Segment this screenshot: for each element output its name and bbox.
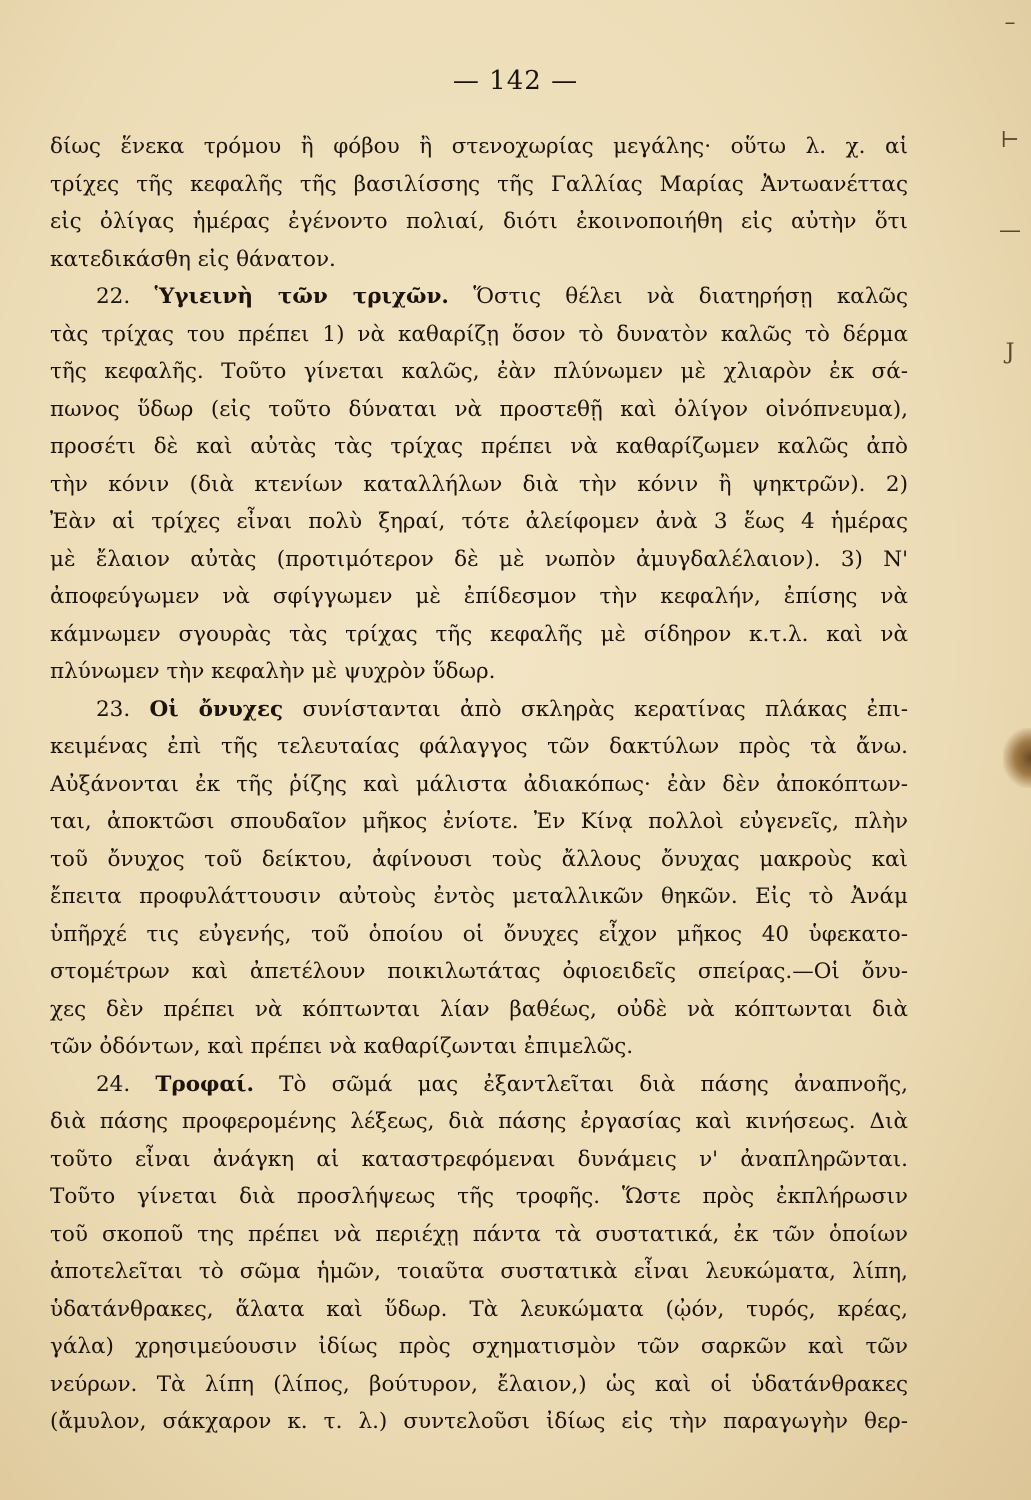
line-text: τοῦ σκοποῦ της πρέπει νὰ περιέχῃ πάντα τὰ συστατικά, ἐκ τῶν ὁποίων — [50, 1221, 908, 1247]
section-heading: Οἱ ὄνυχες — [149, 696, 284, 722]
line-text: κάμνωμεν σγουρὰς τὰς τρίχας τῆς κεφαλῆς μὲ σίδηρον κ.τ.λ. καὶ νὰ — [50, 621, 908, 647]
line-text: συνίστανται ἀπὸ σκληρὰς κερατίνας πλάκας ἐπι- — [302, 696, 908, 722]
line-text: τοῦτο εἶναι ἀνάγκη αἱ καταστρεφόμεναι δυνάμεις ν' ἀναπληρῶνται. — [50, 1146, 908, 1172]
line-text: τὰς τρίχας του πρέπει 1) νὰ καθαρίζῃ ὅσον τὸ δυνατὸν καλῶς τὸ δέρμα — [50, 321, 908, 347]
body-text — [50, 128, 908, 1441]
line-text: διὰ πάσης προφερομένης λέξεως, διὰ πάσης ἐργασίας καὶ κινήσεως. Διὰ — [50, 1109, 908, 1134]
margin-mark: ⊢ — [1000, 128, 1020, 153]
text-line — [50, 616, 908, 654]
text-line — [50, 1141, 908, 1179]
line-text: τὴν κόνιν (διὰ κτενίων καταλλήλων διὰ τὴν κόνιν ἢ ψηκτρῶν). 2) — [50, 471, 908, 497]
text-line — [50, 1253, 908, 1291]
section-line — [50, 691, 908, 729]
text-line — [50, 916, 908, 954]
margin-mark: – — [1004, 10, 1016, 35]
line-text: νεύρων. Τὰ λίπη (λίπος, βούτυρον, ἔλαιον,) ὡς καὶ οἱ ὑδατάνθρακες — [50, 1371, 908, 1397]
line-text: τρίχες τῆς κεφαλῆς τῆς βασιλίσσης τῆς Γαλλίας Μαρίας Ἀντωανέττας — [50, 171, 908, 197]
section-number: 22. — [96, 284, 131, 309]
text-line — [50, 466, 908, 504]
line-text: εἰς ὀλίγας ἡμέρας ἐγένοντο πολιαί, διότι ἐκοινοποιήθη εἰς αὐτὴν ὅτι — [50, 209, 908, 234]
text-line — [50, 353, 908, 391]
text-line — [50, 541, 908, 579]
text-line — [50, 428, 908, 466]
line-text: μὲ ἔλαιον αὐτὰς (προτιμότερον δὲ μὲ νωπὸν ἀμυγδαλέλαιον). 3) Ν' — [50, 546, 908, 572]
text-line — [50, 1028, 908, 1066]
line-text: κατεδικάσθη εἰς θάνατον. — [50, 246, 336, 272]
text-line — [50, 653, 908, 691]
line-text: δίως ἕνεκα τρόμου ἢ φόβου ἢ στενοχωρίας μεγάλης· οὕτω λ. χ. αἱ — [50, 134, 908, 159]
line-text: χες δὲν πρέπει νὰ κόπτωνται λίαν βαθέως, οὐδὲ νὰ κόπτωνται διὰ — [50, 996, 908, 1022]
text-line — [50, 803, 908, 841]
text-line — [50, 878, 908, 916]
page-stain — [1003, 728, 1031, 788]
text-line — [50, 166, 908, 204]
section-line — [50, 1066, 908, 1104]
text-line — [50, 841, 908, 879]
line-text: Ὅστις θέλει νὰ διατηρήσῃ καλῶς — [473, 284, 908, 309]
page-number: — 142 — — [452, 66, 579, 96]
text-line — [50, 578, 908, 616]
margin-mark: — — [999, 218, 1021, 243]
text-line — [50, 766, 908, 804]
line-text: (ἄμυλον, σάκχαρον κ. τ. λ.) συντελοῦσι ἰδίως εἰς τὴν παραγωγὴν θερ- — [50, 1409, 908, 1434]
line-text: τοῦ ὄνυχος τοῦ δείκτου, ἀφίνουσι τοὺς ἄλλους ὄνυχας μακροὺς καὶ — [50, 846, 908, 872]
text-line — [50, 1366, 908, 1404]
line-text: ὑπῆρχέ τις εὐγενής, τοῦ ὁποίου οἱ ὄνυχες εἶχον μῆκος 40 ὑφεκατο- — [50, 921, 908, 947]
line-text: κειμένας ἐπὶ τῆς τελευταίας φάλαγγος τῶν δακτύλων πρὸς τὰ ἄνω. — [50, 734, 908, 759]
text-line — [50, 316, 908, 354]
line-text: πωνος ὕδωρ (εἰς τοῦτο δύναται νὰ προστεθῇ καὶ ὀλίγον οἰνόπνευμα), — [50, 396, 908, 422]
line-text: τῶν ὀδόντων, καὶ πρέπει νὰ καθαρίζωνται ἐπιμελῶς. — [50, 1034, 634, 1059]
text-line — [50, 1403, 908, 1441]
line-text: ται, ἀποκτῶσι σπουδαῖον μῆκος ἐνίοτε. Ἐν Κίνᾳ πολλοὶ εὐγενεῖς, πλὴν — [50, 809, 908, 834]
line-text: ἔπειτα προφυλάττουσιν αὐτοὺς ἐντὸς μεταλλικῶν θηκῶν. Εἰς τὸ Ἀνάμ — [50, 884, 908, 909]
line-text: τῆς κεφαλῆς. Τοῦτο γίνεται καλῶς, ἐὰν πλύνωμεν μὲ χλιαρὸν ἐκ σά- — [50, 359, 908, 384]
text-line — [50, 1178, 908, 1216]
text-line — [50, 203, 908, 241]
line-text: προσέτι δὲ καὶ αὐτὰς τὰς τρίχας πρέπει νὰ καθαρίζωμεν καλῶς ἀπὸ — [50, 434, 908, 459]
text-line — [50, 728, 908, 766]
text-line — [50, 128, 908, 166]
text-line — [50, 241, 908, 279]
text-line — [50, 503, 908, 541]
text-line — [50, 391, 908, 429]
section-line — [50, 278, 908, 316]
line-text: ὑδατάνθρακες, ἅλατα καὶ ὕδωρ. Τὰ λευκώματα (ᾠόν, τυρός, κρέας, — [50, 1296, 908, 1322]
text-line — [50, 1103, 908, 1141]
text-line — [50, 1216, 908, 1254]
section-number: 24. — [96, 1071, 131, 1097]
text-line — [50, 953, 908, 991]
line-text: ἀποφεύγωμεν νὰ σφίγγωμεν μὲ ἐπίδεσμον τὴν κεφαλήν, ἐπίσης νὰ — [50, 584, 908, 609]
section-heading: Τροφαί. — [155, 1071, 254, 1097]
line-text: Τοῦτο γίνεται διὰ προσλήψεως τῆς τροφῆς. Ὥστε πρὸς ἐκπλήρωσιν — [50, 1184, 908, 1209]
text-line — [50, 1291, 908, 1329]
margin-mark: J — [1005, 340, 1015, 365]
line-text: στομέτρων καὶ ἀπετέλουν ποικιλωτάτας ὀφιοειδεῖς σπείρας.—Οἱ ὄνυ- — [50, 959, 908, 984]
line-text: Αὐξάνονται ἐκ τῆς ῥίζης καὶ μάλιστα ἀδιακόπως· ἐὰν δὲν ἀποκόπτων- — [50, 771, 908, 797]
line-text: πλύνωμεν τὴν κεφαλὴν μὲ ψυχρὸν ὕδωρ. — [50, 659, 496, 684]
line-text: Ἐὰν αἱ τρίχες εἶναι πολὺ ξηραί, τότε ἀλείφομεν ἀνὰ 3 ἕως 4 ἡμέρας — [50, 509, 908, 534]
line-text: ἀποτελεῖται τὸ σῶμα ἡμῶν, τοιαῦτα συστατικὰ εἶναι λευκώματα, λίπη, — [50, 1259, 908, 1284]
line-text: Τὸ σῶμά μας ἐξαντλεῖται διὰ πάσης ἀναπνοῆς, — [279, 1071, 908, 1097]
section-number: 23. — [96, 696, 131, 722]
line-text: γάλα) χρησιμεύουσιν ἰδίως πρὸς σχηματισμὸν τῶν σαρκῶν καὶ τῶν — [50, 1334, 908, 1359]
section-heading: Ὑγιεινὴ τῶν τριχῶν. — [154, 284, 449, 309]
text-line — [50, 991, 908, 1029]
text-line — [50, 1328, 908, 1366]
